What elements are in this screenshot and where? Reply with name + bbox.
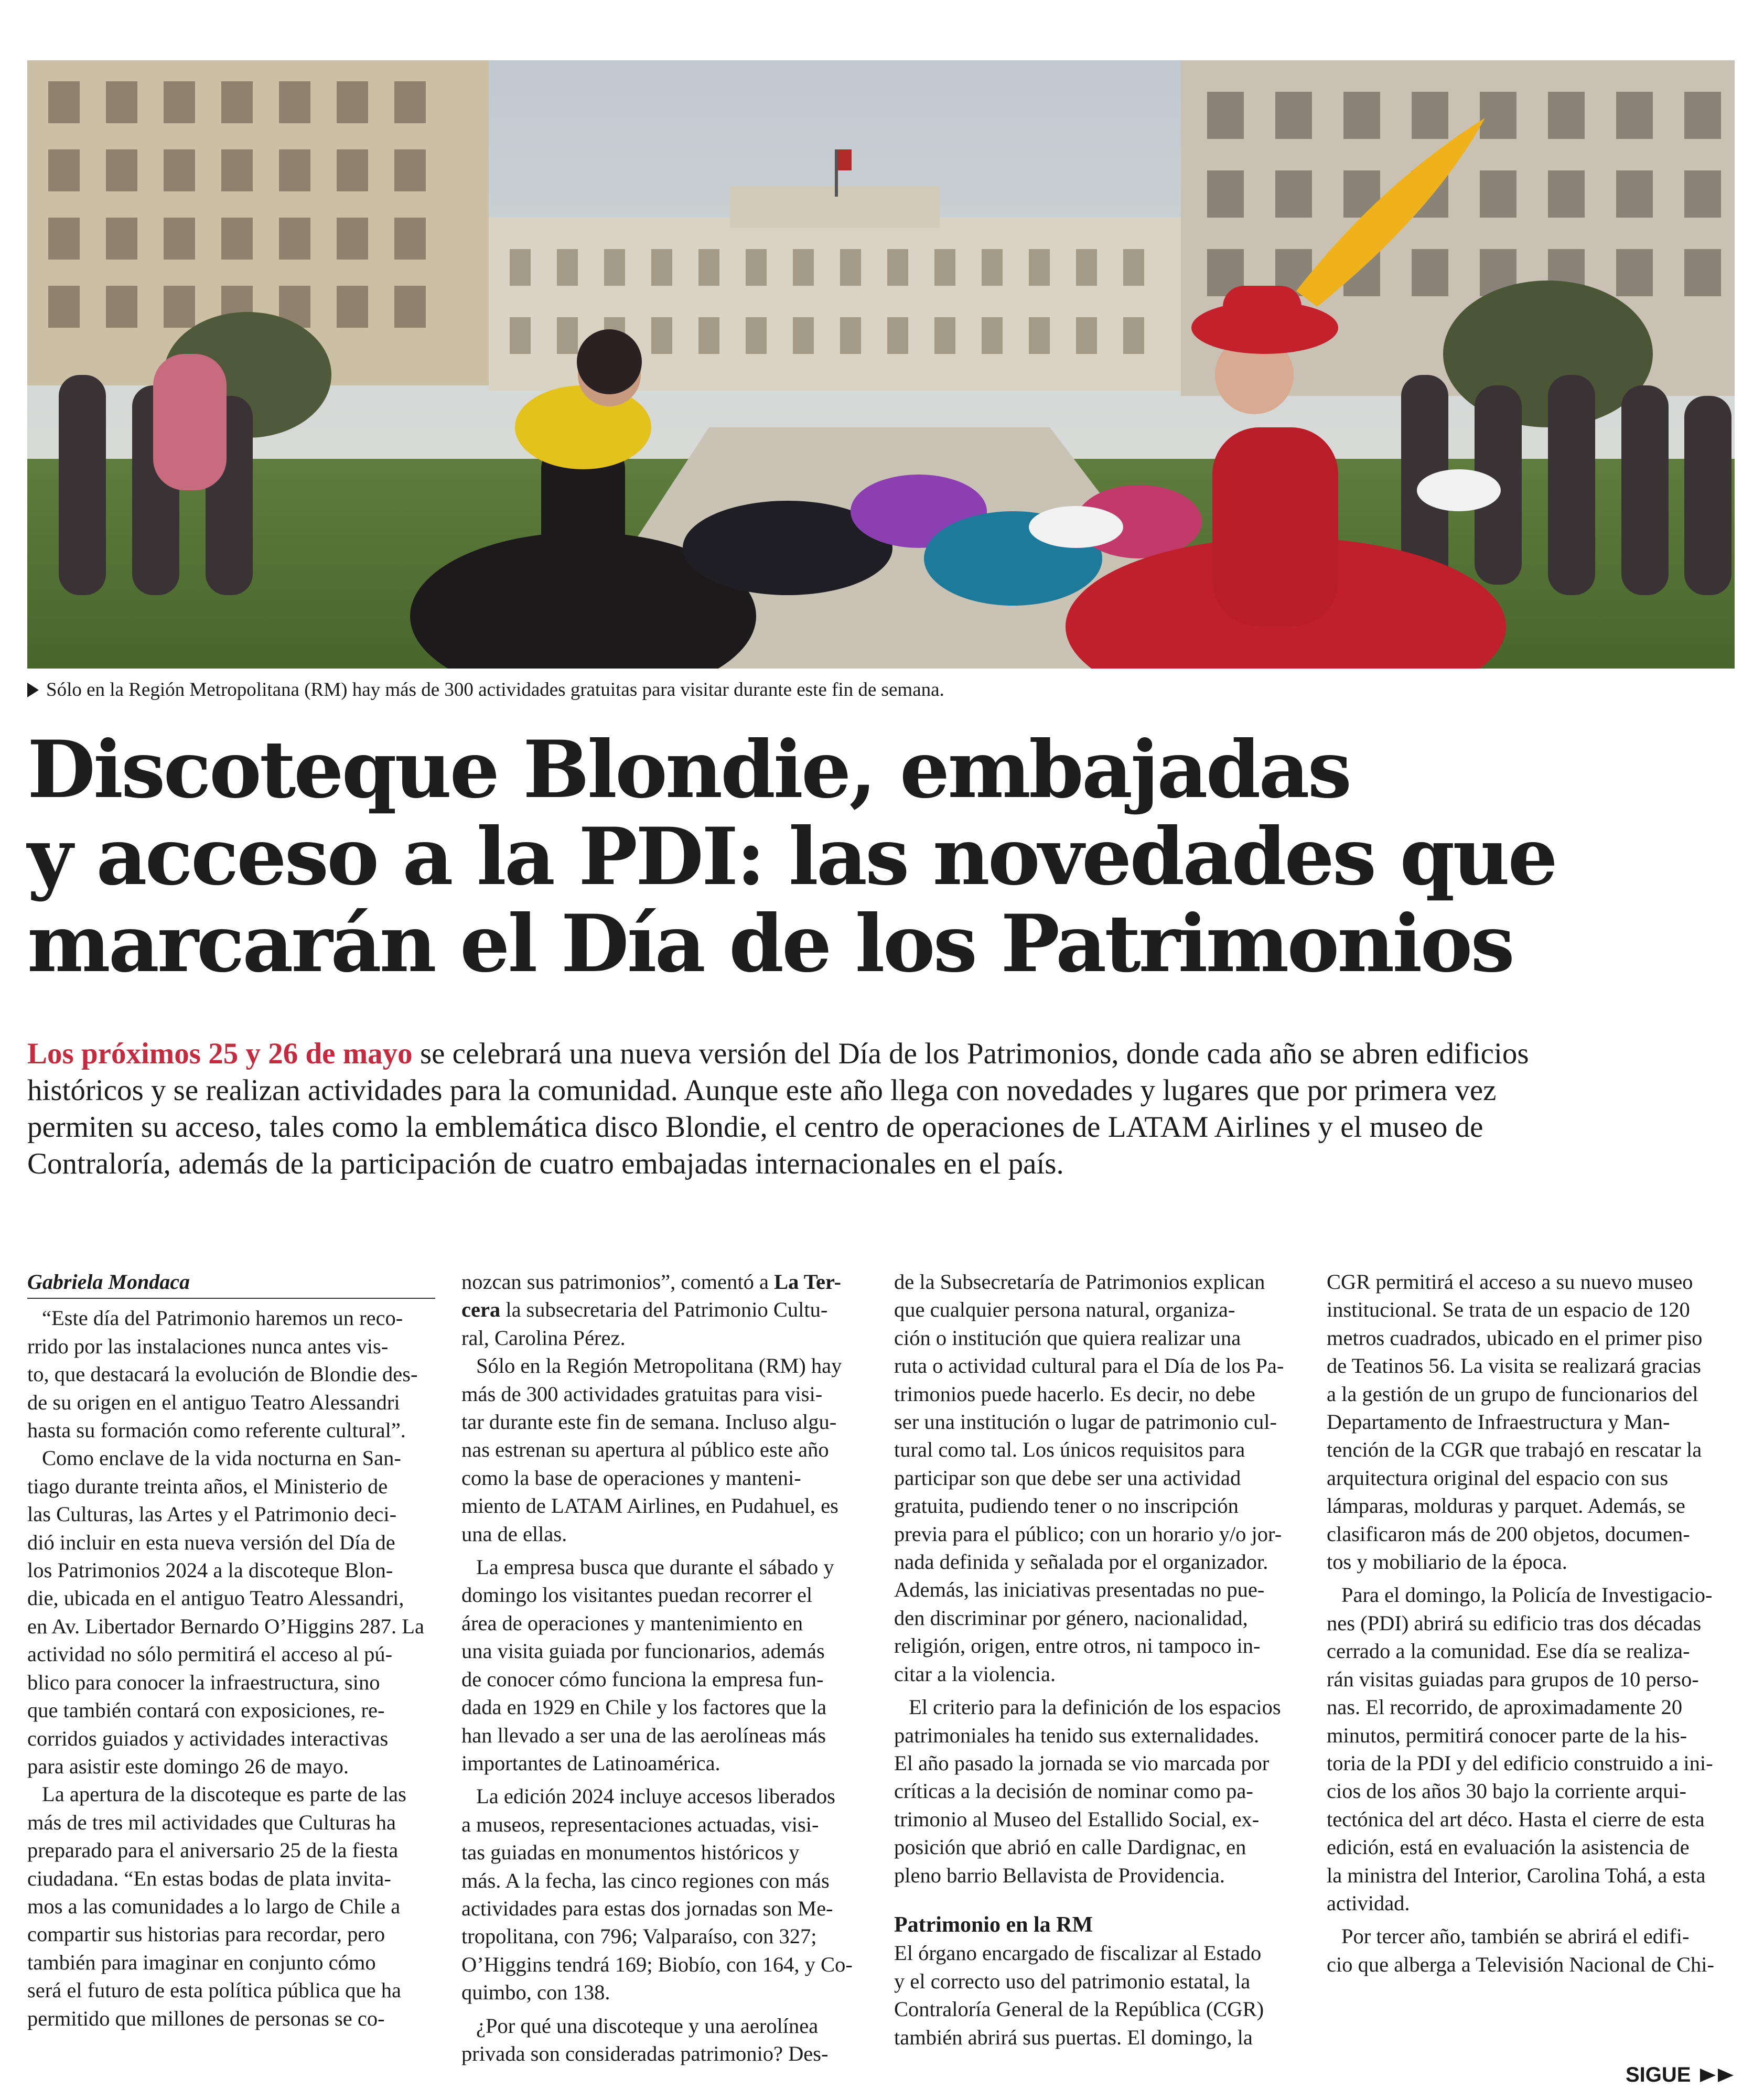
- text-line: actividades para estas dos jornadas son Me-: [461, 1896, 833, 1920]
- publication-name: cera: [461, 1298, 501, 1322]
- text-line: área de operaciones y mantenimiento en: [461, 1611, 803, 1635]
- text-line: en Av. Libertador Bernardo O’Higgins 287. La: [27, 1614, 424, 1638]
- text-line: Para el domingo, la Policía de Investigacio-: [1341, 1583, 1713, 1607]
- text-line: una visita guiada por funcionarios, además: [461, 1639, 825, 1663]
- text-line: trimonios puede hacerlo. Es decir, no debe: [894, 1382, 1255, 1406]
- continue-label: SIGUE: [1626, 2063, 1691, 2086]
- lede: [27, 1036, 1735, 1182]
- text-line: a museos, representaciones actuadas, visi-: [461, 1812, 819, 1836]
- text-line: la ministra del Interior, Carolina Tohá, a esta: [1327, 1863, 1706, 1887]
- text-line: toria de la PDI y del edificio construido a ini-: [1327, 1751, 1713, 1775]
- text-line: ción o institución que quiera realizar una: [894, 1326, 1241, 1350]
- hero-photo: [27, 60, 1735, 669]
- lede-line-3: permiten su acceso, tales como la emblemática disco Blondie, el centro de operaciones de LATAM Airlines y el museo de: [27, 1111, 1483, 1144]
- text-line: han llevado a ser una de las aerolíneas más: [461, 1723, 826, 1747]
- text-line: una de ellas.: [461, 1522, 567, 1546]
- byline: Gabriela Mondaca: [27, 1268, 435, 1299]
- text-line: de conocer cómo funciona la empresa fun-: [461, 1667, 824, 1691]
- text-line: blico para conocer la infraestructura, sino: [27, 1670, 380, 1694]
- text-line: corridos guiados y actividades interactivas: [27, 1726, 389, 1750]
- text-line: arquitectura original del espacio con sus: [1327, 1466, 1669, 1490]
- text-line: mos a las comunidades a lo largo de Chile a: [27, 1894, 401, 1918]
- text-line: lámparas, molduras y parquet. Además, se: [1327, 1494, 1685, 1518]
- text-segment: nozcan sus patrimonios”, comentó a: [461, 1270, 775, 1294]
- text-line: más. A la fecha, las cinco regiones con más: [461, 1868, 830, 1892]
- text-line: compartir sus historias para recordar, pero: [27, 1922, 385, 1946]
- text-line: participar son que debe ser una actividad: [894, 1466, 1241, 1490]
- text-line: tos y mobiliario de la época.: [1327, 1550, 1567, 1574]
- text-line: dió incluir en esta nueva versión del Día de: [27, 1530, 395, 1554]
- text-line: previa para el público; con un horario y/o jor-: [894, 1522, 1282, 1546]
- text-line: ser una institución o lugar de patrimonio cul-: [894, 1410, 1277, 1434]
- text-line: El criterio para la definición de los espacios: [909, 1695, 1281, 1719]
- text-line: nas estrenan su apertura al público este año: [461, 1438, 829, 1462]
- text-line: actividad no sólo permitirá el acceso al pú-: [27, 1642, 393, 1666]
- text-line: La edición 2024 incluye accesos liberados: [476, 1784, 835, 1808]
- publication-name: La Ter-: [774, 1270, 841, 1294]
- text-line: “Este día del Patrimonio haremos un reco-: [42, 1306, 403, 1330]
- text-line: metros cuadrados, ubicado en el primer piso: [1327, 1326, 1703, 1350]
- article-column-2: [461, 1268, 869, 2067]
- text-line: tropolitana, con 796; Valparaíso, con 327;: [461, 1924, 817, 1948]
- text-line: tar durante este fin de semana. Incluso algu-: [461, 1410, 837, 1434]
- text-line: nada definida y señalada por el organizador.: [894, 1550, 1268, 1574]
- text-line: cerrado a la comunidad. Ese día se realiza-: [1327, 1639, 1690, 1663]
- text-line: tiago durante treinta años, el Ministerio de: [27, 1474, 388, 1498]
- text-line: nes (PDI) abrirá su edificio tras dos décadas: [1327, 1611, 1702, 1635]
- text-line: Por tercer año, también se abrirá el edifi-: [1341, 1924, 1690, 1948]
- text-line: quimbo, con 138.: [461, 1980, 610, 2005]
- text-line: importantes de Latinoamérica.: [461, 1751, 720, 1775]
- text-line: las Culturas, las Artes y el Patrimonio deci-: [27, 1502, 397, 1526]
- text-line: a la gestión de un grupo de funcionarios del: [1327, 1382, 1698, 1406]
- text-line: miento de LATAM Airlines, en Pudahuel, es: [461, 1494, 838, 1518]
- text-line: patrimoniales ha tenido sus externalidades.: [894, 1723, 1260, 1747]
- text-line: clasificaron más de 200 objetos, documen-: [1327, 1522, 1690, 1546]
- text-line: religión, origen, entre otros, ni tampoco in-: [894, 1634, 1261, 1658]
- text-line: de la Subsecretaría de Patrimonios explican: [894, 1270, 1265, 1294]
- text-line: ciudadana. “En estas bodas de plata invita-: [27, 1866, 391, 1890]
- text-line: rrido por las instalaciones nunca antes vis-: [27, 1334, 389, 1358]
- text-line: Departamento de Infraestructura y Man-: [1327, 1410, 1670, 1434]
- text-line: gratuita, pudiendo tener o no inscripción: [894, 1494, 1239, 1518]
- photo-caption: [27, 676, 1735, 704]
- text-line: domingo los visitantes puedan recorrer el: [461, 1583, 813, 1607]
- text-line: de Teatinos 56. La visita se realizará gracias: [1327, 1354, 1701, 1378]
- lede-line-2: históricos y se realizan actividades para la comunidad. Aunque este año llega con novedades y lugares que por primera vez: [27, 1074, 1497, 1107]
- text-line: más de 300 actividades gratuitas para visi-: [461, 1382, 823, 1406]
- headline-line-3: marcarán el Día de los Patrimonios: [27, 898, 1513, 990]
- fast-forward-icon: [1700, 2067, 1737, 2083]
- text-line: los Patrimonios 2024 a la discoteque Blon-: [27, 1558, 393, 1582]
- text-line: nas. El recorrido, de aproximadamente 20: [1327, 1695, 1683, 1719]
- text-line: que cualquier persona natural, organiza-: [894, 1298, 1235, 1322]
- section-subhead: Patrimonio en la RM: [894, 1912, 1093, 1937]
- text-line: hasta su formación como referente cultural”.: [27, 1418, 406, 1442]
- text-line: tural como tal. Los únicos requisitos para: [894, 1438, 1245, 1462]
- text-line: El año pasado la jornada se vio marcada por: [894, 1751, 1270, 1775]
- text-line: preparado para el aniversario 25 de la fiesta: [27, 1838, 399, 1862]
- text-line: CGR permitirá el acceso a su nuevo museo: [1327, 1270, 1693, 1294]
- text-line: ¿Por qué una discoteque y una aerolínea: [476, 2013, 819, 2038]
- text-line: para asistir este domingo 26 de mayo.: [27, 1754, 349, 1778]
- text-line: institucional. Se trata de un espacio de 120: [1327, 1298, 1690, 1322]
- text-line: dada en 1929 en Chile y los factores que la: [461, 1695, 827, 1719]
- text-line: to, que destacará la evolución de Blondie des-: [27, 1362, 418, 1386]
- text-line: tas guiadas en monumentos históricos y: [461, 1840, 800, 1865]
- text-line: cio que alberga a Televisión Nacional de Chi-: [1327, 1952, 1715, 1976]
- text-line: edición, está en evaluación la asistencia de: [1327, 1835, 1690, 1859]
- lede-line-1-text: se celebrará una nueva versión del Día de los Patrimonios, donde cada año se abren edificios: [412, 1037, 1529, 1070]
- text-line: rán visitas guiadas para grupos de 10 perso-: [1327, 1667, 1699, 1691]
- text-line: que también contará con exposiciones, re-: [27, 1698, 385, 1722]
- text-line: cios de los años 30 bajo la corriente arqui-: [1327, 1779, 1687, 1803]
- text-line: Como enclave de la vida nocturna en San-: [42, 1446, 401, 1470]
- text-line: ral, Carolina Pérez.: [461, 1326, 626, 1350]
- text-line: minutos, permitirá conocer parte de la his-: [1327, 1723, 1687, 1747]
- text-line: de su origen en el antiguo Teatro Alessandri: [27, 1390, 400, 1414]
- text-line: será el futuro de esta política pública que ha: [27, 1978, 401, 2002]
- text-line: permitido que millones de personas se co-: [27, 2006, 385, 2030]
- text-line: Contraloría General de la República (CGR): [894, 1997, 1264, 2021]
- lede-line-1: [27, 1036, 1735, 1072]
- lede-accent: Los próximos 25 y 26 de mayo: [27, 1037, 413, 1070]
- text-line: El órgano encargado de fiscalizar al Estado: [894, 1941, 1262, 1965]
- text-line: posición que abrió en calle Dardignac, en: [894, 1835, 1246, 1859]
- article-column-1: [27, 1268, 435, 2032]
- continue-link[interactable]: [1626, 2063, 1737, 2087]
- text-line: actividad.: [1327, 1891, 1410, 1915]
- text-line: [461, 1296, 869, 1323]
- photo-illustration: [27, 60, 1735, 669]
- text-line: más de tres mil actividades que Culturas ha: [27, 1810, 396, 1834]
- article-column-4: [1327, 1268, 1735, 1978]
- text-line: ruta o actividad cultural para el Día de los Pa-: [894, 1354, 1284, 1378]
- text-line: den discriminar por género, nacionalidad,: [894, 1606, 1248, 1630]
- text-line: y el correcto uso del patrimonio estatal, la: [894, 1969, 1251, 1993]
- text-line: tectónica del art déco. Hasta el cierre de esta: [1327, 1807, 1705, 1831]
- caption-play-icon: [27, 683, 39, 697]
- text-line: La empresa busca que durante el sábado y: [476, 1555, 834, 1579]
- text-line: privada son consideradas patrimonio? Des-: [461, 2041, 829, 2065]
- text-line: trimonio al Museo del Estallido Social, ex-: [894, 1807, 1260, 1831]
- text-segment: la subsecretaria del Patrimonio Cultu-: [500, 1298, 828, 1322]
- caption-text: Sólo en la Región Metropolitana (RM) hay más de 300 actividades gratuitas para visitar durante este fin de semana.: [46, 679, 944, 701]
- text-line: die, ubicada en el antiguo Teatro Alessandri,: [27, 1586, 404, 1610]
- article-column-3: [894, 1268, 1302, 2051]
- text-line: La apertura de la discoteque es parte de las: [42, 1782, 406, 1806]
- text-line: Sólo en la Región Metropolitana (RM) hay: [476, 1354, 842, 1378]
- text-line: citar a la violencia.: [894, 1662, 1056, 1686]
- text-line: tención de la CGR que trabajó en rescatar la: [1327, 1438, 1702, 1462]
- text-line: también abrirá sus puertas. El domingo, la: [894, 2025, 1253, 2049]
- text-line: [461, 1268, 869, 1296]
- text-line: críticas a la decisión de nominar como pa-: [894, 1779, 1253, 1803]
- text-line: Además, las iniciativas presentadas no pue-: [894, 1578, 1265, 1602]
- text-line: pleno barrio Bellavista de Providencia.: [894, 1863, 1225, 1887]
- headline: [27, 724, 1735, 990]
- headline-line-1: Discoteque Blondie, embajadas: [27, 724, 1350, 816]
- lede-line-4: Contraloría, además de la participación de cuatro embajadas internacionales en el país.: [27, 1147, 1064, 1180]
- text-line: también para imaginar en conjunto cómo: [27, 1950, 376, 1974]
- text-line: O’Higgins tendrá 169; Biobío, con 164, y Co-: [461, 1952, 853, 1976]
- text-line: como la base de operaciones y manteni-: [461, 1466, 801, 1490]
- headline-line-2: y acceso a la PDI: las novedades que: [27, 811, 1556, 903]
